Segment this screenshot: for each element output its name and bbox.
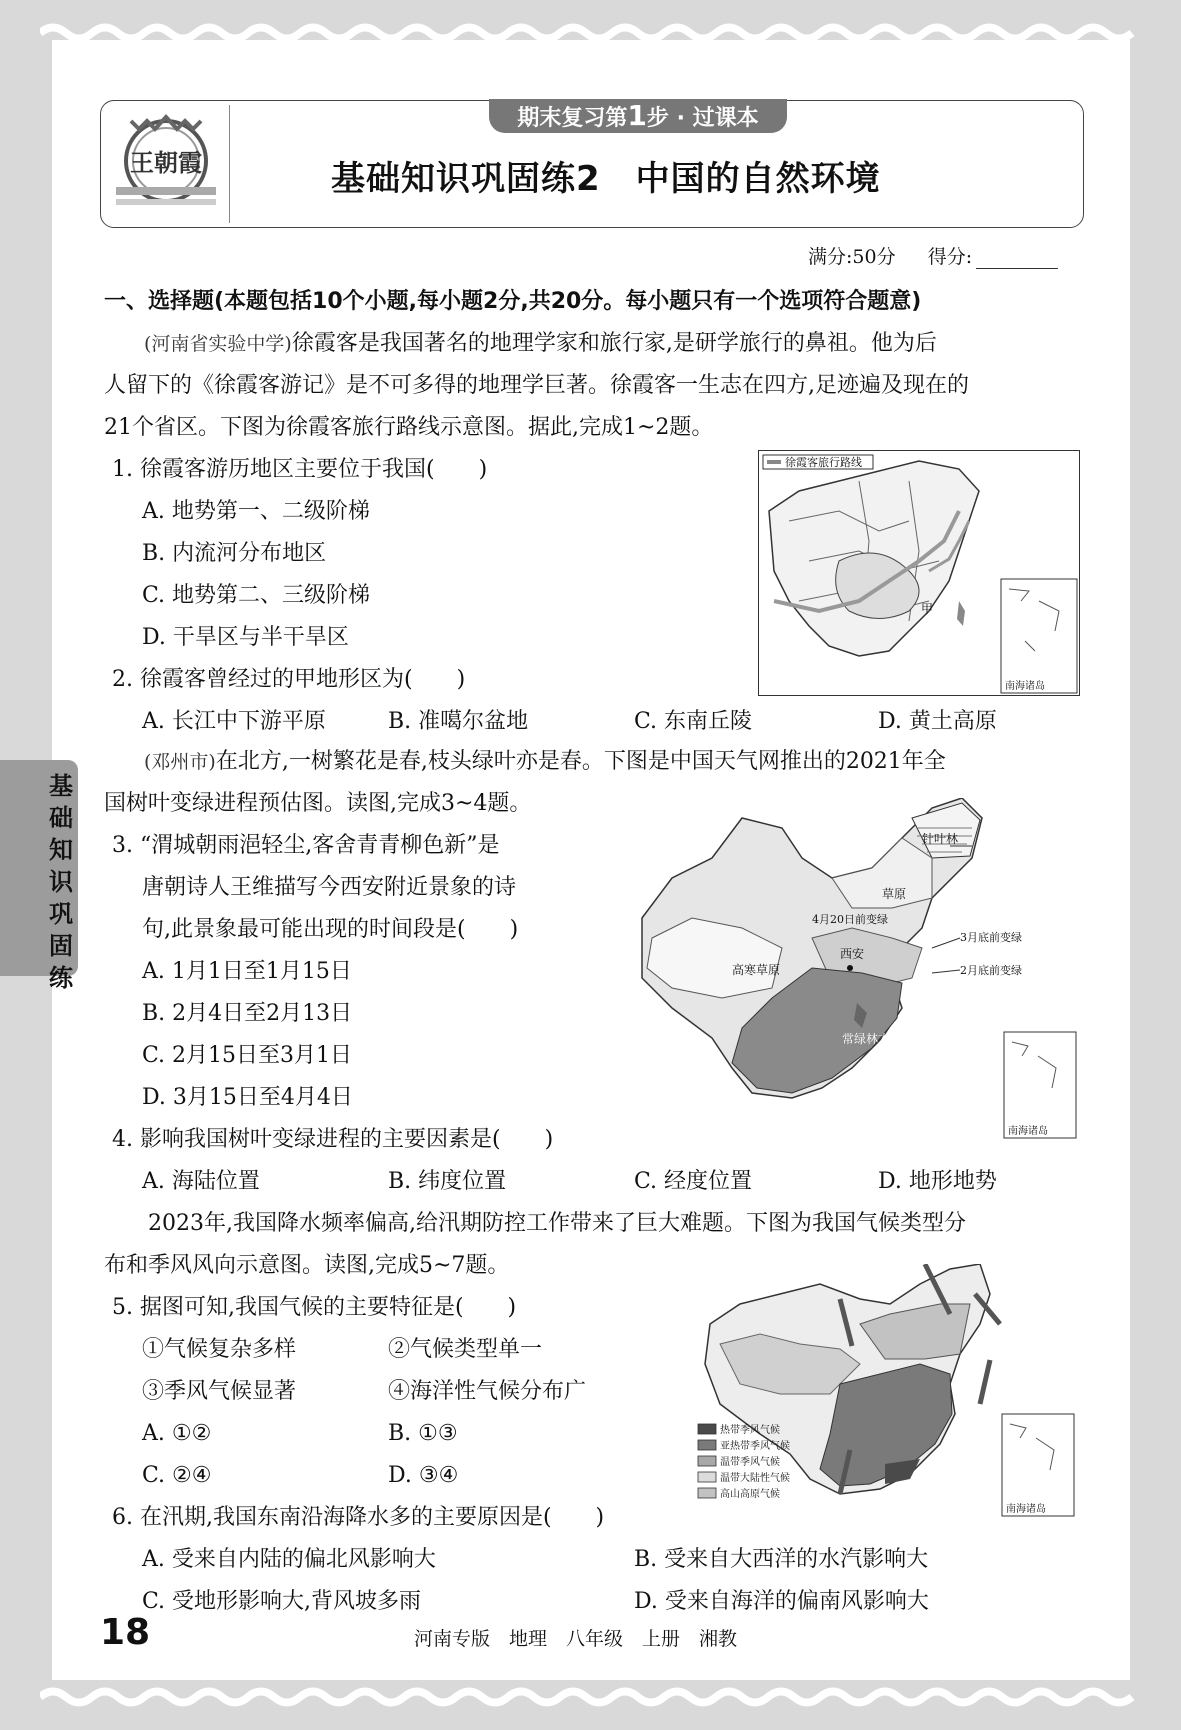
map2-label-plateau: 高寒草原 [732, 963, 781, 977]
climate-map [690, 1264, 1076, 1518]
q2-option-b[interactable]: B. 准噶尔盆地 [388, 709, 529, 734]
logo-text: 王朝霞 [130, 148, 202, 177]
legend-swatch [698, 1488, 716, 1498]
q3-option-c[interactable]: C. 2月15日至3月1日 [142, 1043, 353, 1068]
legend-swatch [698, 1456, 716, 1466]
q4-option-b[interactable]: B. 纬度位置 [388, 1169, 507, 1194]
q3-option-a[interactable]: A. 1月1日至1月15日 [142, 959, 352, 984]
review-step-tag [489, 99, 787, 133]
score-label: 得分: [927, 246, 973, 268]
map2-label-feb: 2月底前变绿 [960, 964, 1022, 977]
passage1-line1 [144, 330, 937, 358]
q1-option-d[interactable]: D. 干旱区与半干旱区 [142, 625, 349, 650]
q3-stem-line3: 句,此景象最可能出现的时间段是( ) [142, 917, 519, 942]
legend-label: 亚热带季风气候 [720, 1441, 790, 1452]
q3-option-d[interactable]: D. 3月15日至4月4日 [142, 1085, 353, 1110]
passage2-source: (邓州市) [144, 751, 216, 773]
side-tab [0, 760, 78, 992]
passage1-line3: 21个省区。下图为徐霞客旅行路线示意图。据此,完成1~2题。 [104, 415, 714, 440]
legend-label: 温带大陆性气候 [720, 1473, 790, 1484]
map2-label-apr20: 4月20日前变绿 [812, 913, 888, 926]
brand-logo-icon [111, 109, 221, 219]
q2-stem: 2. 徐霞客曾经过的甲地形区为( ) [112, 667, 466, 692]
passage2-text1: 在北方,一树繁花是春,枝头绿叶亦是春。下图是中国天气网推出的2021年全 [215, 749, 946, 774]
q6-option-d[interactable]: D. 受来自海洋的偏南风影响大 [634, 1589, 929, 1614]
q1-option-a[interactable]: A. 地势第一、二级阶梯 [142, 499, 370, 524]
map2-label-evergreen: 常绿林木 [842, 1032, 891, 1046]
legend-swatch [698, 1472, 716, 1482]
q1-option-b[interactable]: B. 内流河分布地区 [142, 541, 327, 566]
tag-prefix: 期末复习第 [517, 106, 628, 131]
q6-stem: 6. 在汛期,我国东南沿海降水多的主要原因是( ) [112, 1505, 605, 1530]
legend-label: 温带季风气候 [720, 1457, 780, 1468]
header-divider [229, 105, 230, 223]
travel-route-map [758, 450, 1080, 696]
climate-legend [698, 1423, 790, 1500]
q4-option-c[interactable]: C. 经度位置 [634, 1169, 753, 1194]
q6-option-c[interactable]: C. 受地形影响大,背风坡多雨 [142, 1589, 422, 1614]
q5-option-c[interactable]: C. ②④ [142, 1463, 212, 1488]
side-tab-label: 基础知识巩固练 [49, 772, 73, 992]
legend-label: 高山高原气候 [720, 1489, 780, 1500]
page-number: 18 [100, 1612, 151, 1653]
section-title: 一、选择题(本题包括10个小题,每小题2分,共20分。每小题只有一个选项符合题意) [104, 289, 922, 314]
q5-option-d[interactable]: D. ③④ [388, 1463, 459, 1488]
q4-stem: 4. 影响我国树叶变绿进程的主要因素是( ) [112, 1127, 554, 1152]
q3-option-b[interactable]: B. 2月4日至2月13日 [142, 1001, 353, 1026]
map2-label-forest: 针叶林 [922, 832, 959, 846]
page-title: 基础知识巩固练2 中国的自然环境 [331, 159, 881, 199]
legend-swatch [698, 1424, 716, 1434]
passage1-source: (河南省实验中学) [144, 333, 292, 355]
q3-stem-line1: 3. “渭城朝雨浥轻尘,客舍青青柳色新”是 [112, 833, 500, 858]
q6-option-a[interactable]: A. 受来自内陆的偏北风影响大 [142, 1547, 436, 1572]
score-row [808, 242, 1058, 269]
passage3-line1: 2023年,我国降水频率偏高,给汛期防控工作带来了巨大难题。下图为我国气候类型分 [148, 1211, 966, 1236]
map2-label-xian: 西安 [840, 947, 865, 961]
q5-option-a[interactable]: A. ①② [142, 1421, 212, 1446]
q6-option-b[interactable]: B. 受来自大西洋的水汽影响大 [634, 1547, 929, 1572]
q1-option-c[interactable]: C. 地势第二、三级阶梯 [142, 583, 371, 608]
q1-stem: 1. 徐霞客游历地区主要位于我国( ) [112, 457, 488, 482]
tag-suffix: 步 · 过课本 [646, 106, 759, 131]
map1-label-jia: 甲 [921, 602, 934, 616]
legend-label: 热带季风气候 [720, 1425, 780, 1436]
q5-item-1: ①气候复杂多样 [142, 1337, 297, 1362]
header-box [100, 100, 1084, 228]
footer-info: 河南专版 地理 八年级 上册 湘教 [414, 1628, 738, 1650]
page-border-bottom [40, 1686, 1141, 1708]
q5-item-2: ②气候类型单一 [388, 1337, 543, 1362]
map2-label-mar: 3月底前变绿 [960, 931, 1022, 944]
q4-option-d[interactable]: D. 地形地势 [878, 1169, 997, 1194]
q2-option-d[interactable]: D. 黄土高原 [878, 709, 997, 734]
tag-number: 1 [627, 99, 647, 132]
passage1-text1: 徐霞客是我国著名的地理学家和旅行家,是研学旅行的鼻祖。他为后 [291, 331, 937, 356]
full-score: 满分:50分 [808, 246, 896, 268]
passage3-line2: 布和季风风向示意图。读图,完成5~7题。 [104, 1253, 510, 1278]
q4-option-a[interactable]: A. 海陆位置 [142, 1169, 260, 1194]
map2-inset: 南海诸岛 [1008, 1126, 1048, 1137]
passage2-line2: 国树叶变绿进程预估图。读图,完成3~4题。 [104, 791, 532, 816]
map1-inset: 南海诸岛 [1005, 681, 1045, 692]
q5-option-b[interactable]: B. ①③ [388, 1421, 458, 1446]
map1-legend: 徐霞客旅行路线 [785, 456, 862, 469]
q2-option-c[interactable]: C. 东南丘陵 [634, 709, 753, 734]
map2-label-grass: 草原 [882, 887, 907, 901]
q5-item-4: ④海洋性气候分布广 [388, 1379, 587, 1404]
q2-option-a[interactable]: A. 长江中下游平原 [142, 709, 326, 734]
leaf-green-map [632, 798, 1080, 1142]
passage2-line1 [144, 748, 946, 776]
score-blank[interactable] [976, 250, 1058, 269]
legend-swatch [698, 1440, 716, 1450]
passage1-line2: 人留下的《徐霞客游记》是不可多得的地理学巨著。徐霞客一生志在四方,足迹遍及现在的 [104, 373, 969, 398]
q5-stem: 5. 据图可知,我国气候的主要特征是( ) [112, 1295, 517, 1320]
map3-inset: 南海诸岛 [1006, 1504, 1046, 1515]
q5-item-3: ③季风气候显著 [142, 1379, 297, 1404]
q3-stem-line2: 唐朝诗人王维描写今西安附近景象的诗 [142, 875, 517, 900]
